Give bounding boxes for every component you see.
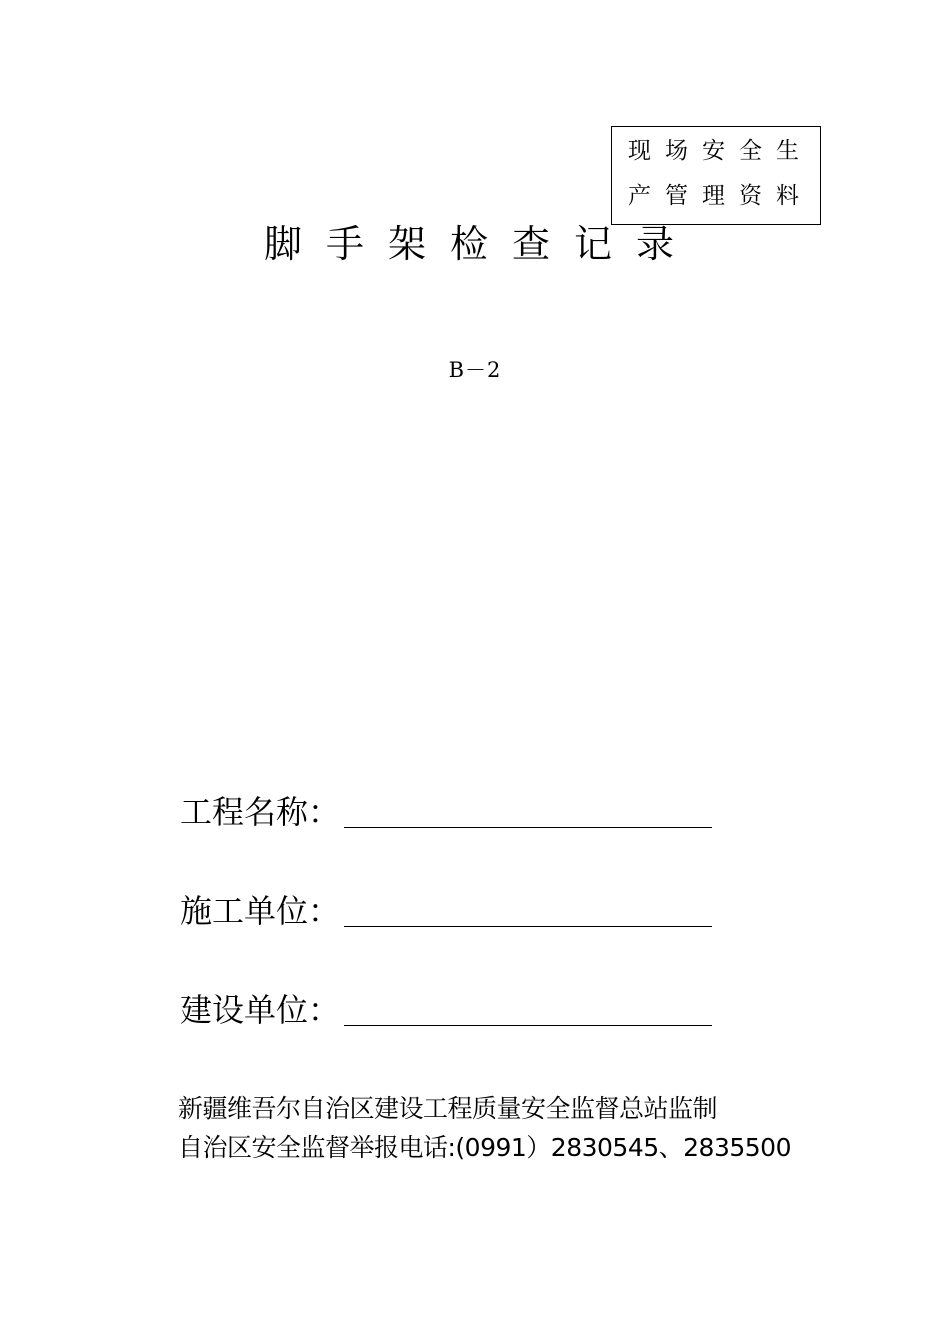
construction-unit-blank[interactable] (344, 886, 712, 927)
document-title: 脚手架检查记录 (263, 222, 698, 266)
construction-unit-label: 施工单位： (180, 892, 341, 930)
project-name-field (180, 786, 712, 834)
developer-unit-field (180, 984, 712, 1032)
stamp-line-1: 现场安全生 (628, 138, 813, 164)
project-name-label: 工程名称： (180, 793, 341, 831)
stamp-box (611, 126, 821, 225)
form-code: B－2 (448, 358, 502, 382)
footer-issuer: 新疆维吾尔自治区建设工程质量安全监督总站监制 (178, 1094, 718, 1123)
developer-unit-blank[interactable] (344, 985, 712, 1026)
developer-unit-label: 建设单位： (180, 991, 341, 1029)
construction-unit-field (180, 885, 712, 933)
footer-hotline: 自治区安全监督举报电话:(0991）2830545、2835500 (178, 1133, 791, 1162)
project-name-blank[interactable] (344, 787, 712, 828)
stamp-line-2: 产管理资料 (628, 183, 813, 209)
